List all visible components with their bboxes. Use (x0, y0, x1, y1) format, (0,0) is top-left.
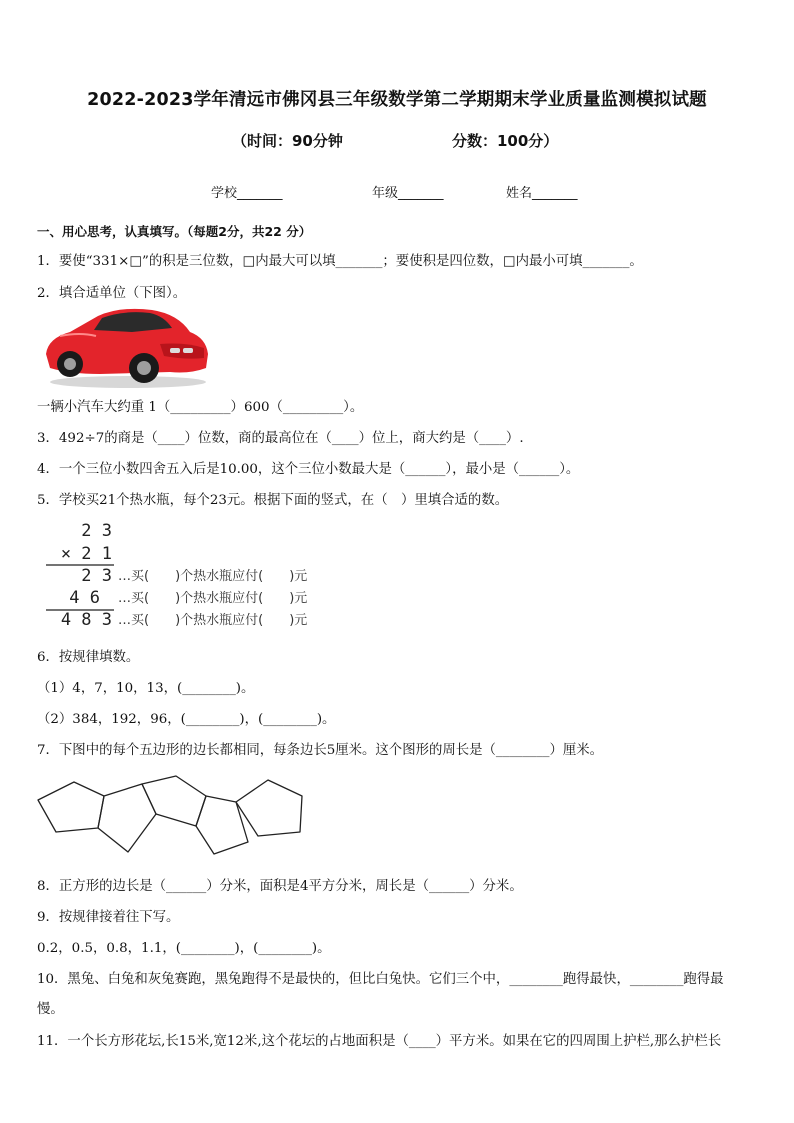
calc-row-5: 4 8 3 (60, 610, 112, 630)
vertical-multiplication (44, 518, 374, 634)
exam-score: 分数：100分） (452, 132, 559, 150)
pentagon-chain-figure (36, 774, 308, 860)
calc-row-2: × 2 1 (60, 544, 112, 564)
calc-row-1: 2 3 (81, 521, 112, 541)
calc-row-4: 4 6 (69, 588, 100, 608)
question-5: 5．学校买21个热水瓶，每个23元。根据下面的竖式，在（ ）里填合适的数。 (37, 493, 509, 508)
calc-note-3: …买( )个热水瓶应付( )元 (118, 613, 308, 628)
grade-field: 年级_______ (372, 186, 444, 201)
question-10-cont: 慢。 (37, 1002, 64, 1017)
page-title: 2022-2023学年清远市佛冈县三年级数学第二学期期末学业质量监测模拟试题 (87, 90, 707, 110)
question-8: 8．正方形的边长是（______）分米，面积是4平方分米，周长是（______）分米。 (37, 879, 523, 894)
name-field: 姓名_______ (506, 186, 578, 201)
question-6-1: （1）4，7，10，13，(________)。 (37, 681, 255, 696)
pentagon-5 (236, 780, 302, 836)
exam-time: （时间：90分钟 (232, 132, 343, 150)
pentagon-3 (142, 776, 206, 826)
question-6: 6．按规律填数。 (37, 650, 140, 665)
question-6-2: （2）384，192，96，(________)，(________)。 (37, 712, 336, 727)
calc-row-3: 2 3 (81, 566, 112, 586)
question-9-answer: 0.2，0.5，0.8，1.1，(________)，(________)。 (37, 941, 331, 956)
question-1: 1．要使“331×□”的积是三位数，□内最大可以填_______；要使积是四位数，□内最小可填_______。 (37, 254, 643, 269)
red-car-image (40, 302, 210, 390)
school-field: 学校_______ (211, 186, 283, 201)
pentagon-4 (196, 796, 248, 854)
question-9: 9．按规律接着往下写。 (37, 910, 180, 925)
question-2-answer: 一辆小汽车大约重 1（_________）600（_________）。 (37, 400, 364, 415)
question-10: 10．黑兔、白兔和灰兔赛跑，黑兔跑得不是最快的，但比白兔快。它们三个中，________跑得最快，________跑得最 (37, 972, 724, 987)
calc-note-1: …买( )个热水瓶应付( )元 (118, 569, 308, 584)
calc-note-2: …买( )个热水瓶应付( )元 (118, 591, 308, 606)
question-3: 3．492÷7的商是（____）位数，商的最高位在（____）位上，商大约是（____）. (37, 431, 524, 446)
question-11: 11．一个长方形花坛,长15米,宽12米,这个花坛的占地面积是（____）平方米。如果在它的四周围上护栏,那么护栏长 (37, 1034, 722, 1049)
question-4: 4．一个三位小数四舍五入后是10.00，这个三位小数最大是（______），最小是（______）。 (37, 462, 580, 477)
pentagon-1 (38, 782, 104, 832)
question-7: 7．下图中的每个五边形的边长都相同，每条边长5厘米。这个图形的周长是（________）厘米。 (37, 743, 604, 758)
section-heading: 一、用心思考，认真填写。（每题2分，共22 分） (37, 224, 312, 239)
question-2: 2．填合适单位（下图）。 (37, 286, 187, 301)
